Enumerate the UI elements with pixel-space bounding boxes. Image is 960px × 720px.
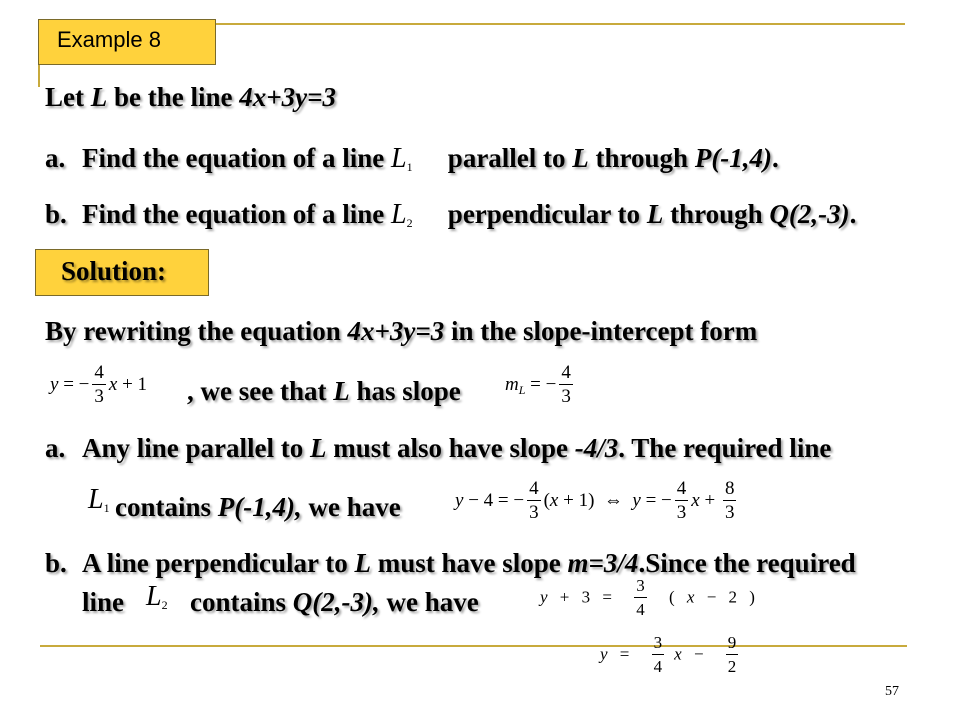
top-rule xyxy=(215,23,905,25)
answer-b-marker: b. xyxy=(45,548,67,578)
rewrite-line: By rewriting the equation 4x+3y=3 in the slope-intercept form xyxy=(45,316,758,346)
perpendicular-point-slope-equation: y + 3 = $\frac{3}{4}$ ( x − 2 ) xyxy=(540,576,755,619)
answer-a-line1: Any line parallel to L must also have slope -4/3. The required line xyxy=(82,433,832,463)
answer-b-line1: A line perpendicular to L must have slope m=3/4.Since the required xyxy=(82,548,856,578)
page-number: 57 xyxy=(885,684,899,699)
answer-a-marker: a. xyxy=(45,433,66,463)
solution-label-text: Solution: xyxy=(61,256,167,286)
slope-line-text: , we see that L has slope xyxy=(187,376,461,406)
part-a-marker: a. xyxy=(45,143,66,173)
parallel-line-equation: y − 4 = − $\frac{4}{3}$ (x + 1) ⇔ y = − $\frac{4}{3}$ x + $\frac{8}{3}$ xyxy=(455,478,735,523)
intro-line: Let L be the line 4x+3y=3 xyxy=(45,82,336,112)
answer-b-line2-post: contains Q(2,-3), we have xyxy=(190,587,479,617)
example-label-text: Example 8 xyxy=(57,27,161,52)
solution-label xyxy=(35,249,209,296)
l1-symbol-answer: $L_1$ xyxy=(88,484,110,515)
slope-value-equation: $m_L$ = − $\frac{4}{3}$ xyxy=(505,362,571,407)
example-label xyxy=(38,19,216,65)
l1-symbol: $L_1$ xyxy=(391,143,413,174)
part-b-question: Find the equation of a line $L_2$ perpendicular to L through Q(2,-3). xyxy=(82,199,857,230)
part-b-marker: b. xyxy=(45,199,67,229)
answer-b-line2-pre: line xyxy=(82,587,125,617)
slope-intercept-equation: y = − $\frac{4}{3}$ x + 1 xyxy=(50,362,148,407)
bottom-rule xyxy=(40,645,907,647)
part-a-question: Find the equation of a line $L_1$ parallel to L through P(-1,4). xyxy=(82,143,779,174)
answer-a-line2: contains P(-1,4), we have xyxy=(115,492,401,522)
perpendicular-slope-intercept-equation: y = $\frac{3}{4}$ x − $\frac{9}{2}$ xyxy=(600,633,737,676)
l2-symbol: $L_2$ xyxy=(391,199,413,230)
l2-symbol-answer: $L_2$ xyxy=(146,581,168,612)
